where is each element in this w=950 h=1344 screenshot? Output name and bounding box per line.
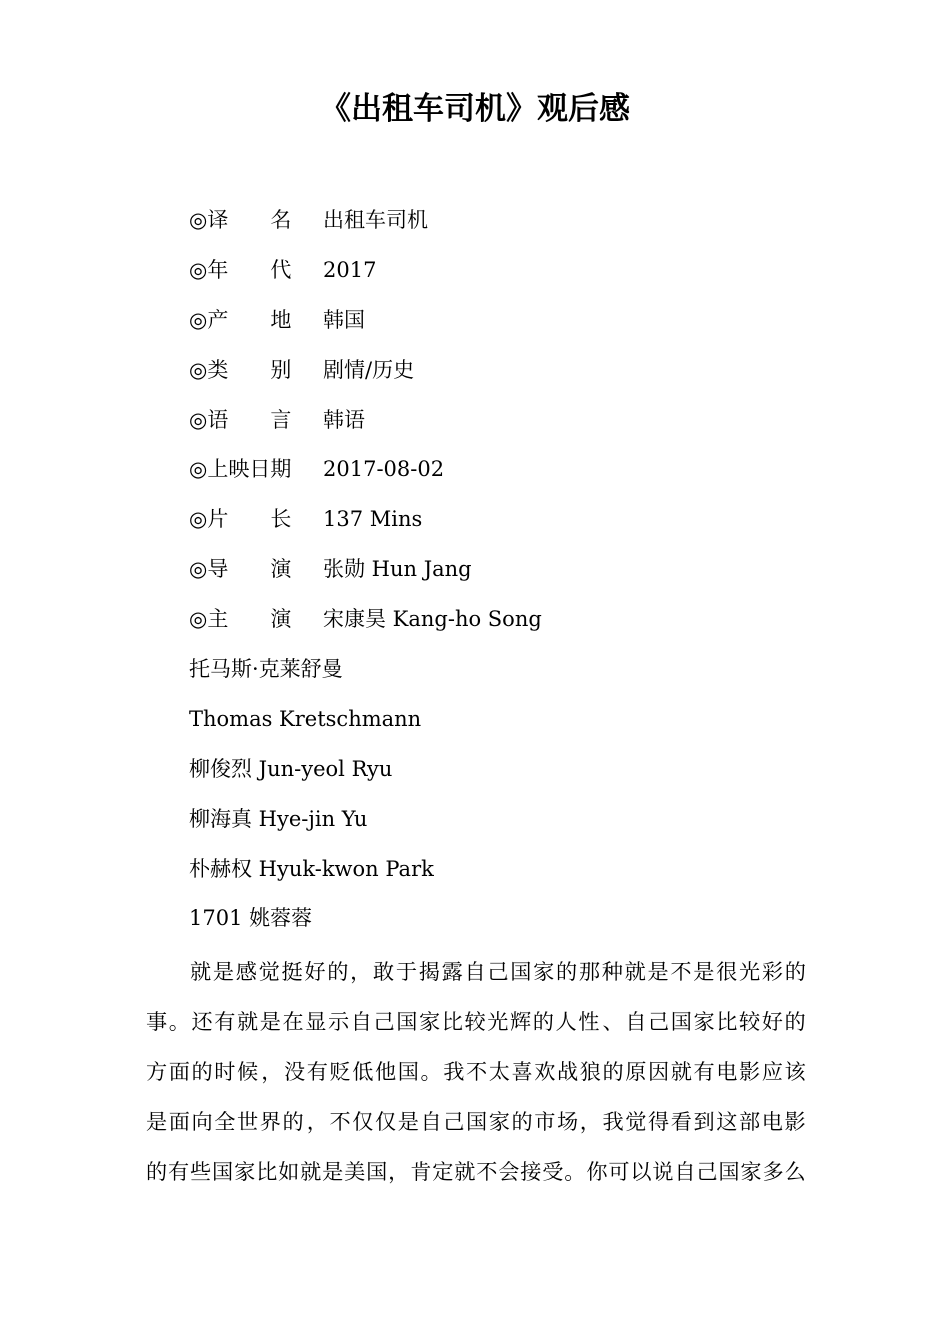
essay-char: 比 bbox=[256, 1158, 278, 1184]
essay-char: 就 bbox=[300, 1158, 322, 1184]
essay-char: 看 bbox=[670, 1108, 692, 1134]
essay-char: 就 bbox=[237, 1008, 259, 1034]
essay-char: 己 bbox=[487, 959, 509, 984]
essay-char: 己 bbox=[443, 1108, 465, 1134]
essay-char: 界 bbox=[259, 1108, 281, 1134]
essay-char: 是 bbox=[259, 1008, 281, 1034]
essay-char: 肯 bbox=[410, 1158, 432, 1184]
essay-char: 敢 bbox=[373, 959, 395, 984]
essay-char: 电 bbox=[761, 1108, 783, 1134]
essay-char: 有 bbox=[693, 1058, 715, 1084]
essay-char: 多 bbox=[762, 1158, 784, 1184]
essay-char: 没 bbox=[284, 1058, 306, 1084]
essay-char: 仅 bbox=[375, 1108, 397, 1134]
essay-char: 家 bbox=[234, 1158, 256, 1184]
cast-line: 托马斯·克莱舒曼 bbox=[189, 657, 343, 682]
essay-char: 的 bbox=[532, 1008, 554, 1034]
info-label: ◎导 演 bbox=[189, 557, 292, 582]
essay-char: 国 bbox=[466, 1108, 488, 1134]
essay-char: 不 bbox=[670, 959, 692, 984]
info-label: ◎产 地 bbox=[189, 307, 292, 332]
essay-body bbox=[146, 947, 806, 1196]
info-row-runtime bbox=[189, 499, 829, 549]
info-label: ◎语 言 bbox=[189, 407, 292, 432]
essay-char: 觉 bbox=[625, 1108, 647, 1134]
info-label: ◎年 代 bbox=[189, 257, 292, 282]
essay-char: 以 bbox=[630, 1158, 652, 1184]
info-label: ◎片 长 bbox=[189, 507, 292, 532]
essay-char: 喜 bbox=[511, 1058, 533, 1084]
essay-char: 是 bbox=[212, 959, 235, 984]
info-value: 韩语 bbox=[323, 407, 365, 432]
essay-char: 己 bbox=[648, 1008, 670, 1034]
essay-char: 家 bbox=[693, 1008, 715, 1034]
cast-line: 朴赫权 Hyuk-kwon Park bbox=[189, 856, 434, 881]
essay-char: 国 bbox=[670, 1008, 692, 1034]
essay-char: 的 bbox=[282, 1108, 304, 1134]
essay-char: 他 bbox=[375, 1058, 397, 1084]
essay-line bbox=[146, 947, 806, 997]
essay-char: 战 bbox=[557, 1058, 579, 1084]
essay-char: 国 bbox=[212, 1158, 234, 1184]
essay-char: 于 bbox=[395, 959, 418, 984]
essay-char: 影 bbox=[739, 1058, 761, 1084]
info-row-starring bbox=[189, 599, 829, 649]
essay-char: 美 bbox=[344, 1158, 366, 1184]
essay-char: 部 bbox=[739, 1108, 761, 1134]
essay-char: 国 bbox=[718, 1158, 740, 1184]
info-label: ◎主 演 bbox=[189, 607, 292, 632]
essay-line bbox=[146, 1047, 806, 1097]
essay-char: ， bbox=[261, 1058, 283, 1084]
essay-char: 觉 bbox=[258, 959, 280, 984]
essay-char: 欢 bbox=[534, 1058, 556, 1084]
essay-char: 揭 bbox=[418, 959, 440, 984]
essay-char: 就 bbox=[624, 959, 646, 984]
essay-char: 贬 bbox=[329, 1058, 351, 1084]
essay-char: 太 bbox=[488, 1058, 510, 1084]
essay-char: 受 bbox=[542, 1158, 564, 1184]
essay-char: 向 bbox=[191, 1108, 213, 1134]
essay-char: 面 bbox=[168, 1058, 190, 1084]
essay-char: 的 bbox=[511, 1108, 533, 1134]
essay-char: 就 bbox=[454, 1158, 476, 1184]
essay-char: 好 bbox=[761, 1008, 783, 1034]
essay-char: 露 bbox=[441, 959, 463, 984]
essay-char: 比 bbox=[716, 1008, 738, 1034]
essay-char: 我 bbox=[602, 1108, 624, 1134]
essay-char: 种 bbox=[601, 959, 623, 984]
essay-char: 显 bbox=[305, 1008, 327, 1034]
essay-char: 在 bbox=[282, 1008, 304, 1034]
info-row-year bbox=[189, 250, 829, 300]
movie-info-block bbox=[189, 200, 829, 948]
essay-char: 原 bbox=[625, 1058, 647, 1084]
info-row-genre bbox=[189, 350, 829, 400]
essay-char: 很 bbox=[716, 959, 738, 984]
essay-char: 狼 bbox=[579, 1058, 601, 1084]
info-value: 出租车司机 bbox=[323, 208, 428, 232]
essay-char: 如 bbox=[278, 1158, 300, 1184]
essay-char: 低 bbox=[352, 1058, 374, 1084]
essay-char: 不 bbox=[466, 1058, 488, 1084]
essay-char: 挺 bbox=[281, 959, 303, 984]
essay-char: 彩 bbox=[761, 959, 784, 984]
essay-char: 的 bbox=[191, 1058, 213, 1084]
essay-line bbox=[146, 997, 806, 1047]
essay-char: ， bbox=[388, 1158, 410, 1184]
essay-char: 己 bbox=[696, 1158, 718, 1184]
info-value: 137 Mins bbox=[323, 507, 423, 532]
essay-char: 是 bbox=[397, 1108, 419, 1134]
essay-char: 么 bbox=[784, 1158, 806, 1184]
essay-char: 是 bbox=[647, 959, 669, 984]
essay-char: 就 bbox=[190, 959, 212, 984]
essay-char: 辉 bbox=[510, 1008, 532, 1034]
essay-char: 光 bbox=[487, 1008, 509, 1034]
info-row-country bbox=[189, 300, 829, 350]
essay-char: ， bbox=[306, 1108, 328, 1134]
essay-char: 家 bbox=[419, 1008, 441, 1034]
info-label: ◎上映日期 bbox=[189, 457, 292, 482]
essay-char: 国 bbox=[396, 1008, 418, 1034]
info-value: 2017-08-02 bbox=[323, 457, 445, 482]
essay-char: 家 bbox=[488, 1108, 510, 1134]
essay-char: 得 bbox=[648, 1108, 670, 1134]
cast-line: 柳俊烈 Jun-yeol Ryu bbox=[189, 756, 393, 781]
essay-char: 国 bbox=[366, 1158, 388, 1184]
info-label: ◎译 名 bbox=[189, 208, 292, 232]
essay-char: 性 bbox=[578, 1008, 600, 1034]
cast-line: Thomas Kretschmann bbox=[189, 706, 422, 731]
essay-char: 不 bbox=[476, 1158, 498, 1184]
info-row-translated-name bbox=[189, 200, 829, 250]
essay-char: 较 bbox=[464, 1008, 486, 1034]
essay-char: 候 bbox=[237, 1058, 259, 1084]
essay-char: 面 bbox=[168, 1108, 190, 1134]
essay-line bbox=[146, 1147, 806, 1197]
essay-char: 国 bbox=[397, 1058, 419, 1084]
essay-char: 那 bbox=[578, 959, 601, 984]
essay-char: 家 bbox=[533, 959, 555, 984]
essay-char: 仅 bbox=[352, 1108, 374, 1134]
essay-char: 是 bbox=[693, 959, 715, 984]
info-row-language bbox=[189, 400, 829, 450]
essay-char: 接 bbox=[520, 1158, 542, 1184]
cast-line: 柳海真 Hye-jin Yu bbox=[189, 806, 368, 831]
essay-char: 方 bbox=[146, 1058, 168, 1084]
essay-char: 市 bbox=[534, 1108, 556, 1134]
essay-char: 你 bbox=[586, 1158, 608, 1184]
essay-char: 。 bbox=[564, 1158, 586, 1184]
essay-char: 、 bbox=[602, 1008, 624, 1034]
essay-char: 就 bbox=[670, 1058, 692, 1084]
essay-char: 比 bbox=[441, 1008, 463, 1034]
essay-char: 说 bbox=[652, 1158, 674, 1184]
essay-char: 示 bbox=[328, 1008, 350, 1034]
essay-char: 不 bbox=[329, 1108, 351, 1134]
essay-char: 。 bbox=[168, 1008, 190, 1034]
essay-char: 些 bbox=[190, 1158, 212, 1184]
info-value: 宋康昊 Kang-ho Song bbox=[323, 607, 542, 632]
essay-char: 。 bbox=[420, 1058, 442, 1084]
essay-char: ， bbox=[350, 959, 372, 984]
essay-char: 的 bbox=[784, 1008, 806, 1034]
essay-char: 国 bbox=[510, 959, 532, 984]
essay-char: 会 bbox=[498, 1158, 520, 1184]
essay-char: 这 bbox=[716, 1108, 738, 1134]
essay-char: 己 bbox=[373, 1008, 395, 1034]
essay-char: 的 bbox=[327, 959, 349, 984]
essay-char: 全 bbox=[214, 1108, 236, 1134]
info-row-release-date bbox=[189, 449, 829, 499]
essay-char: 还 bbox=[191, 1008, 213, 1034]
info-value: 剧情/历史 bbox=[323, 357, 415, 382]
info-label: ◎类 别 bbox=[189, 357, 292, 382]
essay-char: 我 bbox=[443, 1058, 465, 1084]
essay-char: 自 bbox=[674, 1158, 696, 1184]
author-line: 1701 姚蓉蓉 bbox=[189, 906, 313, 931]
essay-char: 的 bbox=[556, 959, 578, 984]
essay-char: 影 bbox=[784, 1108, 806, 1134]
page-title: 《出租车司机》观后感 bbox=[320, 91, 630, 127]
essay-char: 有 bbox=[306, 1058, 328, 1084]
essay-char: 有 bbox=[168, 1158, 190, 1184]
essay-char: 可 bbox=[608, 1158, 630, 1184]
essay-char: 光 bbox=[739, 959, 761, 984]
info-value: 张勋 Hun Jang bbox=[323, 557, 472, 582]
essay-char: 场 bbox=[557, 1108, 579, 1134]
essay-line bbox=[146, 1097, 806, 1147]
essay-char: 时 bbox=[214, 1058, 236, 1084]
essay-char: 好 bbox=[304, 959, 326, 984]
essay-char: 是 bbox=[146, 1108, 168, 1134]
essay-char: 自 bbox=[625, 1008, 647, 1034]
essay-char: 事 bbox=[146, 1008, 168, 1034]
essay-char: 因 bbox=[648, 1058, 670, 1084]
essay-char: 家 bbox=[740, 1158, 762, 1184]
essay-char: 人 bbox=[555, 1008, 577, 1034]
essay-char: 有 bbox=[214, 1008, 236, 1034]
essay-char: 是 bbox=[322, 1158, 344, 1184]
essay-char: 电 bbox=[716, 1058, 738, 1084]
essay-char: 的 bbox=[146, 1158, 168, 1184]
essay-char: 该 bbox=[784, 1058, 806, 1084]
info-value: 2017 bbox=[323, 257, 377, 282]
essay-char: 定 bbox=[432, 1158, 454, 1184]
essay-char: 自 bbox=[350, 1008, 372, 1034]
essay-char: 应 bbox=[761, 1058, 783, 1084]
info-value: 韩国 bbox=[323, 307, 365, 332]
essay-char: ， bbox=[579, 1108, 601, 1134]
info-row-director bbox=[189, 549, 829, 599]
essay-char: 较 bbox=[739, 1008, 761, 1034]
essay-char: 自 bbox=[464, 959, 486, 984]
essay-char: 到 bbox=[693, 1108, 715, 1134]
essay-char: 的 bbox=[784, 959, 806, 984]
essay-char: 自 bbox=[420, 1108, 442, 1134]
essay-char: 世 bbox=[237, 1108, 259, 1134]
essay-char: 感 bbox=[235, 959, 257, 984]
essay-char: 的 bbox=[602, 1058, 624, 1084]
